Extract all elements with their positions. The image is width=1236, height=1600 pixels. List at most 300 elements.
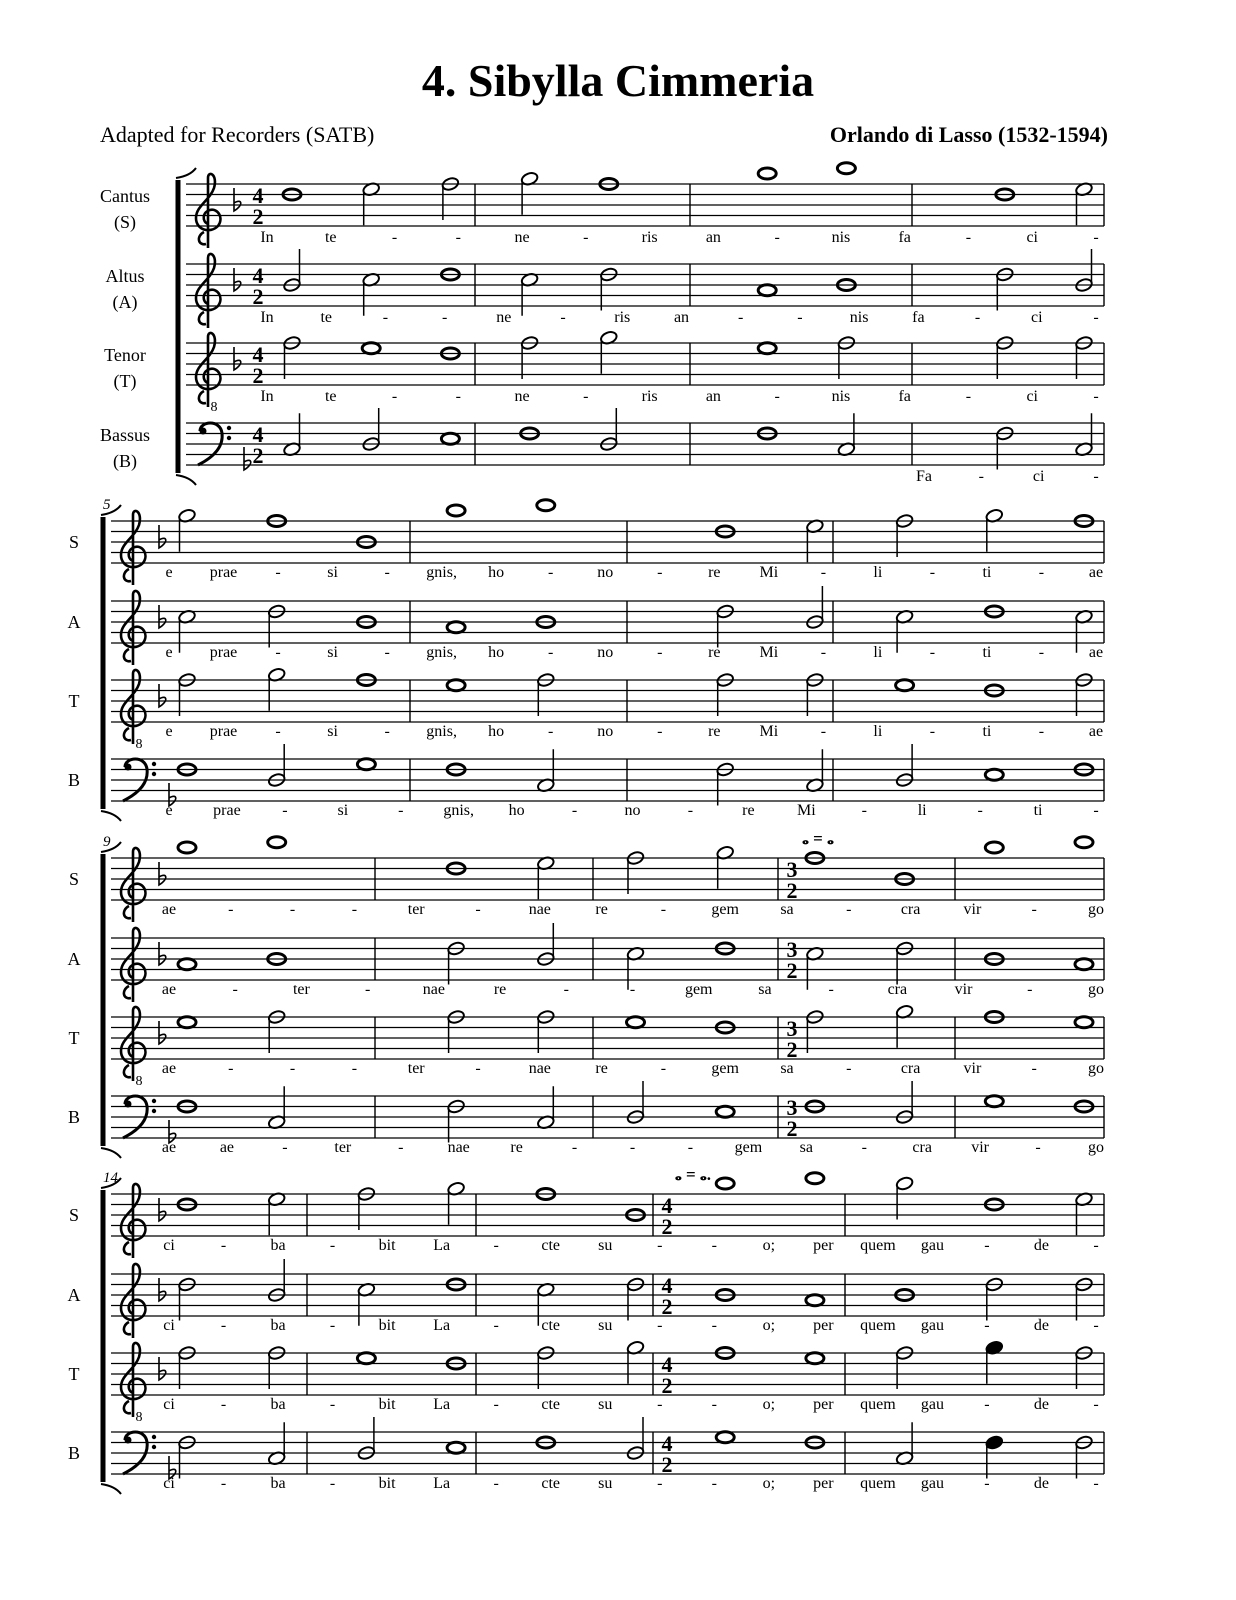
lyric-hyphen: - <box>382 309 389 326</box>
lyric-syllable: fa <box>898 229 911 246</box>
whole-note <box>716 1178 734 1189</box>
lyric-syllable: te <box>324 229 337 246</box>
key-flat-icon <box>159 1357 166 1380</box>
lyric-hyphen: - <box>329 1396 336 1413</box>
lyric-syllable: ae <box>161 901 177 918</box>
lyric-syllable: gem <box>734 1139 763 1156</box>
whole-note <box>627 1017 645 1028</box>
score-subtitle: Adapted for Recorders (SATB) <box>100 122 375 147</box>
lyric-syllable: ne <box>514 388 530 405</box>
lyric-hyphen: - <box>846 901 852 918</box>
key-flat-icon <box>159 942 166 965</box>
whole-note <box>806 1295 824 1306</box>
bass-clef-dot <box>125 1101 132 1108</box>
lyric-syllable: cte <box>541 1237 561 1254</box>
bass-clef-dot <box>125 1437 132 1444</box>
voice-staff-b <box>100 408 1104 485</box>
lyric-syllable: ter <box>407 1060 425 1077</box>
lyric-syllable: ae <box>161 1139 177 1156</box>
lyric-hyphen: - <box>548 564 554 581</box>
lyric-syllable: ci <box>1026 388 1039 405</box>
lyric-hyphen: - <box>1027 981 1033 998</box>
lyric-syllable: re <box>595 901 608 918</box>
lyric-hyphen: - <box>364 981 371 998</box>
lyric-syllable: per <box>813 1237 834 1254</box>
lyric-hyphen: - <box>820 644 827 661</box>
half-note <box>895 1176 914 1191</box>
lyric-syllable: su <box>598 1237 613 1254</box>
lyric-hyphen: - <box>660 901 667 918</box>
lyric-syllable: sa <box>758 981 772 998</box>
lyric-hyphen: - <box>398 802 404 819</box>
lyric-syllable: ci <box>1032 468 1045 485</box>
lyric-hyphen: - <box>797 309 803 326</box>
voice-staff-b <box>68 1417 1104 1492</box>
voice-staff-a <box>68 1259 1105 1338</box>
lyric-syllable: gnis, <box>443 802 475 819</box>
treble-clef-icon <box>121 928 145 1002</box>
voice-short-label: S <box>68 1205 80 1225</box>
whole-note <box>806 1353 824 1364</box>
voice-abbr-label: (A) <box>112 292 138 312</box>
lyric-hyphen: - <box>560 309 566 326</box>
lyric-syllable: li <box>873 564 883 581</box>
whole-note <box>1075 1017 1093 1028</box>
whole-note <box>447 505 465 516</box>
quarter-note <box>985 1435 1004 1450</box>
lyric-syllable: gnis, <box>426 564 457 581</box>
lyric-syllable: go <box>1088 1060 1104 1077</box>
lyric-hyphen: - <box>329 1317 336 1334</box>
lyric-hyphen: - <box>220 1237 227 1254</box>
key-flat-icon <box>159 862 166 885</box>
lyric-syllable: gem <box>711 901 739 918</box>
lyric-syllable: ae <box>219 1139 235 1156</box>
lyric-syllable: sa <box>780 901 794 918</box>
lyric-syllable: ris <box>614 309 631 326</box>
lyric-hyphen: - <box>329 1237 336 1254</box>
whole-note <box>837 163 855 174</box>
lyric-hyphen: - <box>1031 1060 1037 1077</box>
lyric-hyphen: - <box>687 802 694 819</box>
lyric-syllable: vir <box>963 901 982 918</box>
treble-clef-icon <box>196 174 220 248</box>
time-signature-denominator: 2 <box>661 1294 673 1319</box>
voice-short-label: A <box>67 612 81 632</box>
key-flat-icon <box>159 525 166 548</box>
lyric-hyphen: - <box>1093 1475 1099 1492</box>
lyric-syllable: vir <box>963 1060 982 1077</box>
lyric-syllable: no <box>597 723 614 740</box>
lyric-hyphen: - <box>282 802 288 819</box>
lyric-syllable: ne <box>496 309 512 326</box>
lyric-hyphen: - <box>391 388 398 405</box>
voice-short-label: T <box>68 691 80 711</box>
lyric-syllable: ti <box>1033 802 1043 819</box>
lyric-syllable: li <box>873 644 883 661</box>
proportion-mark: 𝅝 = 𝅝. <box>675 1165 711 1184</box>
lyric-syllable: si <box>327 564 338 581</box>
whole-note <box>357 1353 375 1364</box>
voice-staff-b <box>68 744 1104 819</box>
lyric-hyphen: - <box>384 564 390 581</box>
lyric-hyphen: - <box>657 1317 663 1334</box>
lyric-syllable: ti <box>982 644 992 661</box>
lyric-hyphen: - <box>711 1317 717 1334</box>
whole-note <box>178 1017 196 1028</box>
whole-note <box>758 168 776 179</box>
lyric-syllable: ho <box>508 802 525 819</box>
lyric-hyphen: - <box>384 644 390 661</box>
lyric-hyphen: - <box>228 1060 234 1077</box>
lyric-syllable: La <box>433 1317 451 1334</box>
lyric-syllable: nis <box>831 388 851 405</box>
bass-clef-dot <box>152 1099 156 1103</box>
lyric-hyphen: - <box>828 981 834 998</box>
time-signature-numerator: 3 <box>786 1095 798 1120</box>
lyric-syllable: prae <box>209 723 238 740</box>
lyric-syllable: o; <box>762 1396 776 1413</box>
whole-note <box>1075 837 1093 848</box>
lyric-syllable: re <box>708 564 721 581</box>
voice-staff-s <box>100 163 1104 248</box>
score-system <box>68 1165 1105 1494</box>
lyric-syllable: ci <box>163 1475 175 1492</box>
lyric-hyphen: - <box>475 901 481 918</box>
key-flat-icon <box>244 447 251 470</box>
lyric-syllable: prae <box>209 564 238 581</box>
lyric-hyphen: - <box>351 901 358 918</box>
lyric-syllable: su <box>598 1396 613 1413</box>
lyric-hyphen: - <box>455 229 461 246</box>
lyric-syllable: bit <box>378 1237 396 1254</box>
lyric-syllable: si <box>337 802 349 819</box>
lyric-syllable: an <box>705 388 721 405</box>
voice-name-label: Tenor <box>104 345 146 365</box>
time-signature-denominator: 2 <box>786 878 798 903</box>
lyric-syllable: si <box>327 644 338 661</box>
voice-staff-s <box>69 500 1104 585</box>
time-signature-numerator: 3 <box>786 937 798 962</box>
time-signature-denominator: 2 <box>661 1452 673 1477</box>
lyric-hyphen: - <box>232 981 238 998</box>
lyric-hyphen: - <box>289 901 296 918</box>
lyric-syllable: bit <box>378 1396 396 1413</box>
lyric-syllable: ae <box>1088 723 1104 740</box>
lyric-hyphen: - <box>493 1396 499 1413</box>
treble-clef-icon <box>121 591 145 665</box>
lyric-syllable: cte <box>541 1317 561 1334</box>
bass-clef-dot <box>200 428 207 435</box>
lyric-syllable: ci <box>1026 229 1039 246</box>
lyric-syllable: ba <box>270 1396 286 1413</box>
lyric-syllable: nae <box>422 981 445 998</box>
voice-staff-a <box>68 923 1105 1002</box>
time-signature-denominator: 2 <box>252 363 264 388</box>
time-signature-numerator: 4 <box>252 342 264 367</box>
voice-staff-t <box>69 1340 1105 1425</box>
whole-note <box>268 837 286 848</box>
lyric-hyphen: - <box>657 1237 663 1254</box>
measure-number: 9 <box>103 834 111 850</box>
voice-staff-s <box>69 1173 1104 1258</box>
lyric-syllable: vir <box>971 1139 990 1156</box>
lyric-hyphen: - <box>571 802 578 819</box>
lyric-syllable: ter <box>334 1139 352 1156</box>
lyric-syllable: de <box>1033 1396 1050 1413</box>
score-system <box>68 497 1105 821</box>
lyric-hyphen: - <box>657 1396 663 1413</box>
lyric-syllable: re <box>742 802 755 819</box>
lyric-hyphen: - <box>275 644 281 661</box>
bass-clef-dot <box>152 1445 156 1449</box>
composer-credit: Orlando di Lasso (1532-1594) <box>829 122 1108 147</box>
lyric-syllable: de <box>1033 1475 1050 1492</box>
lyric-hyphen: - <box>660 1060 667 1077</box>
time-signature-denominator: 2 <box>252 284 264 309</box>
tenor-octave-mark: 8 <box>135 737 143 752</box>
lyric-hyphen: - <box>1093 1317 1099 1334</box>
lyric-hyphen: - <box>1038 644 1045 661</box>
lyric-syllable: fa <box>912 309 925 326</box>
lyric-hyphen: - <box>929 723 936 740</box>
lyric-syllable: su <box>598 1317 613 1334</box>
lyric-hyphen: - <box>548 723 554 740</box>
time-signature-denominator: 2 <box>661 1373 673 1398</box>
time-signature-numerator: 3 <box>786 857 798 882</box>
whole-note <box>441 433 459 444</box>
whole-note <box>447 622 465 633</box>
lyric-syllable: vir <box>954 981 973 998</box>
lyric-hyphen: - <box>1035 1139 1041 1156</box>
lyric-hyphen: - <box>493 1237 499 1254</box>
time-signature-numerator: 4 <box>661 1352 673 1377</box>
treble-clef-icon <box>196 333 220 407</box>
bass-clef-dot <box>152 1435 156 1439</box>
lyric-syllable: te <box>320 309 332 326</box>
lyric-syllable: ba <box>270 1475 286 1492</box>
lyric-syllable: no <box>597 564 614 581</box>
bracket-hook <box>101 1484 121 1494</box>
time-signature-numerator: 4 <box>252 183 264 208</box>
lyric-hyphen: - <box>1093 802 1099 819</box>
lyric-hyphen: - <box>978 468 984 485</box>
lyric-hyphen: - <box>329 1475 336 1492</box>
time-signature-denominator: 2 <box>252 443 264 468</box>
lyric-syllable: ci <box>163 1317 175 1334</box>
lyric-syllable: gnis, <box>426 723 457 740</box>
treble-clef-icon <box>121 1264 145 1338</box>
lyric-syllable: Mi <box>759 564 779 581</box>
whole-note <box>896 680 914 691</box>
time-signature-denominator: 2 <box>786 1116 798 1141</box>
lyric-syllable: La <box>433 1237 451 1254</box>
lyric-syllable: su <box>598 1475 613 1492</box>
lyric-hyphen: - <box>977 802 983 819</box>
time-signature-numerator: 4 <box>661 1273 673 1298</box>
time-signature-denominator: 2 <box>786 958 798 983</box>
lyric-syllable: Mi <box>759 723 779 740</box>
treble-clef-icon <box>196 254 220 328</box>
lyric-syllable: ne <box>514 229 530 246</box>
whole-note <box>716 1106 734 1117</box>
time-signature-numerator: 4 <box>252 422 264 447</box>
score-system <box>68 829 1105 1158</box>
treble-clef-icon <box>121 848 145 922</box>
lyric-hyphen: - <box>351 1060 358 1077</box>
lyric-hyphen: - <box>974 309 981 326</box>
lyric-syllable: gem <box>711 1060 739 1077</box>
lyric-hyphen: - <box>629 981 636 998</box>
lyric-hyphen: - <box>820 564 827 581</box>
lyric-syllable: quem <box>860 1237 896 1254</box>
measure-number: 14 <box>103 1170 118 1186</box>
voice-name-label: Cantus <box>99 186 151 206</box>
lyric-hyphen: - <box>711 1237 717 1254</box>
lyric-syllable: gau <box>920 1237 944 1254</box>
lyric-hyphen: - <box>965 229 972 246</box>
treble-clef-icon <box>121 670 145 744</box>
lyric-syllable: cte <box>541 1475 561 1492</box>
lyric-syllable: e <box>165 644 173 661</box>
treble-clef-icon <box>121 1007 145 1081</box>
whole-note <box>178 842 196 853</box>
lyric-syllable: La <box>433 1396 451 1413</box>
lyric-syllable: Mi <box>796 802 816 819</box>
time-signature-denominator: 2 <box>661 1214 673 1239</box>
lyric-syllable: ter <box>407 901 425 918</box>
lyric-hyphen: - <box>228 901 234 918</box>
voice-abbr-label: (S) <box>114 212 136 232</box>
lyric-syllable: te <box>324 388 337 405</box>
lyric-hyphen: - <box>220 1396 227 1413</box>
bass-clef-dot <box>227 426 231 430</box>
lyric-syllable: In <box>260 309 274 326</box>
lyric-syllable: nae <box>447 1139 470 1156</box>
voice-staff-t <box>104 330 1104 415</box>
lyric-hyphen: - <box>984 1317 990 1334</box>
lyric-hyphen: - <box>1093 1396 1099 1413</box>
lyric-hyphen: - <box>455 388 461 405</box>
lyric-syllable: ci <box>163 1396 175 1413</box>
voice-short-label: T <box>68 1028 80 1048</box>
bass-clef-dot <box>227 436 231 440</box>
score-system <box>100 163 1104 485</box>
voice-staff-s <box>69 837 1104 922</box>
whole-note <box>1075 959 1093 970</box>
whole-note <box>447 680 465 691</box>
whole-note <box>447 1442 465 1453</box>
lyric-syllable: fa <box>898 388 911 405</box>
lyric-syllable: re <box>595 1060 608 1077</box>
key-flat-icon <box>159 1278 166 1301</box>
lyric-hyphen: - <box>1093 468 1099 485</box>
time-signature-numerator: 3 <box>786 1016 798 1041</box>
lyric-hyphen: - <box>984 1396 990 1413</box>
lyric-hyphen: - <box>1093 1237 1099 1254</box>
lyric-syllable: sa <box>799 1139 813 1156</box>
lyric-syllable: Fa <box>916 468 932 485</box>
lyric-syllable: ris <box>641 229 658 246</box>
lyric-syllable: re <box>510 1139 523 1156</box>
voice-short-label: A <box>67 949 81 969</box>
lyric-syllable: gem <box>684 981 713 998</box>
bracket-hook <box>176 475 196 485</box>
lyric-hyphen: - <box>282 1139 288 1156</box>
lyric-syllable: ti <box>982 564 992 581</box>
lyric-syllable: nis <box>849 309 869 326</box>
tenor-octave-mark: 8 <box>135 1410 143 1425</box>
lyric-hyphen: - <box>861 802 867 819</box>
lyric-syllable: quem <box>860 1317 896 1334</box>
tenor-octave-mark: 8 <box>210 400 218 415</box>
lyric-syllable: La <box>433 1475 451 1492</box>
voice-short-label: T <box>68 1364 80 1384</box>
lyric-hyphen: - <box>1038 723 1045 740</box>
lyric-hyphen: - <box>275 723 281 740</box>
whole-note <box>985 842 1003 853</box>
lyric-hyphen: - <box>657 564 663 581</box>
lyric-syllable: In <box>260 388 274 405</box>
lyric-hyphen: - <box>965 388 972 405</box>
whole-note <box>537 500 555 511</box>
voice-short-label: S <box>68 532 80 552</box>
lyric-hyphen: - <box>583 229 589 246</box>
lyric-hyphen: - <box>657 723 663 740</box>
lyric-syllable: e <box>165 802 173 819</box>
lyric-hyphen: - <box>384 723 390 740</box>
lyric-hyphen: - <box>861 1139 867 1156</box>
lyric-hyphen: - <box>711 1396 717 1413</box>
bracket-hook <box>176 168 196 178</box>
treble-clef-icon <box>121 1343 145 1417</box>
voice-staff-a <box>68 586 1105 665</box>
lyric-hyphen: - <box>220 1475 227 1492</box>
measure-number: 5 <box>103 497 111 513</box>
lyric-hyphen: - <box>984 1237 990 1254</box>
lyric-hyphen: - <box>563 981 569 998</box>
lyric-hyphen: - <box>398 1139 404 1156</box>
lyric-syllable: si <box>327 723 338 740</box>
lyric-syllable: an <box>705 229 721 246</box>
lyric-syllable: ae <box>161 1060 177 1077</box>
lyric-syllable: ci <box>163 1237 175 1254</box>
lyric-hyphen: - <box>846 1060 852 1077</box>
lyric-syllable: per <box>813 1475 834 1492</box>
lyric-syllable: ae <box>161 981 177 998</box>
lyric-syllable: nae <box>528 1060 551 1077</box>
voice-short-label: S <box>68 869 80 889</box>
lyric-syllable: nae <box>528 901 551 918</box>
lyric-syllable: In <box>260 229 274 246</box>
time-signature-numerator: 4 <box>252 263 264 288</box>
lyric-syllable: li <box>873 723 883 740</box>
lyric-hyphen: - <box>220 1317 227 1334</box>
lyric-syllable: ho <box>488 723 505 740</box>
voice-staff-a <box>105 249 1104 328</box>
lyric-hyphen: - <box>441 309 448 326</box>
voice-short-label: B <box>67 1443 81 1463</box>
whole-note <box>806 1173 824 1184</box>
lyric-hyphen: - <box>774 229 780 246</box>
lyric-hyphen: - <box>1093 309 1099 326</box>
lyric-hyphen: - <box>1093 229 1099 246</box>
lyric-syllable: cra <box>900 901 921 918</box>
lyric-syllable: quem <box>860 1475 896 1492</box>
lyric-hyphen: - <box>929 564 936 581</box>
lyric-hyphen: - <box>687 1139 694 1156</box>
lyric-hyphen: - <box>984 1475 990 1492</box>
